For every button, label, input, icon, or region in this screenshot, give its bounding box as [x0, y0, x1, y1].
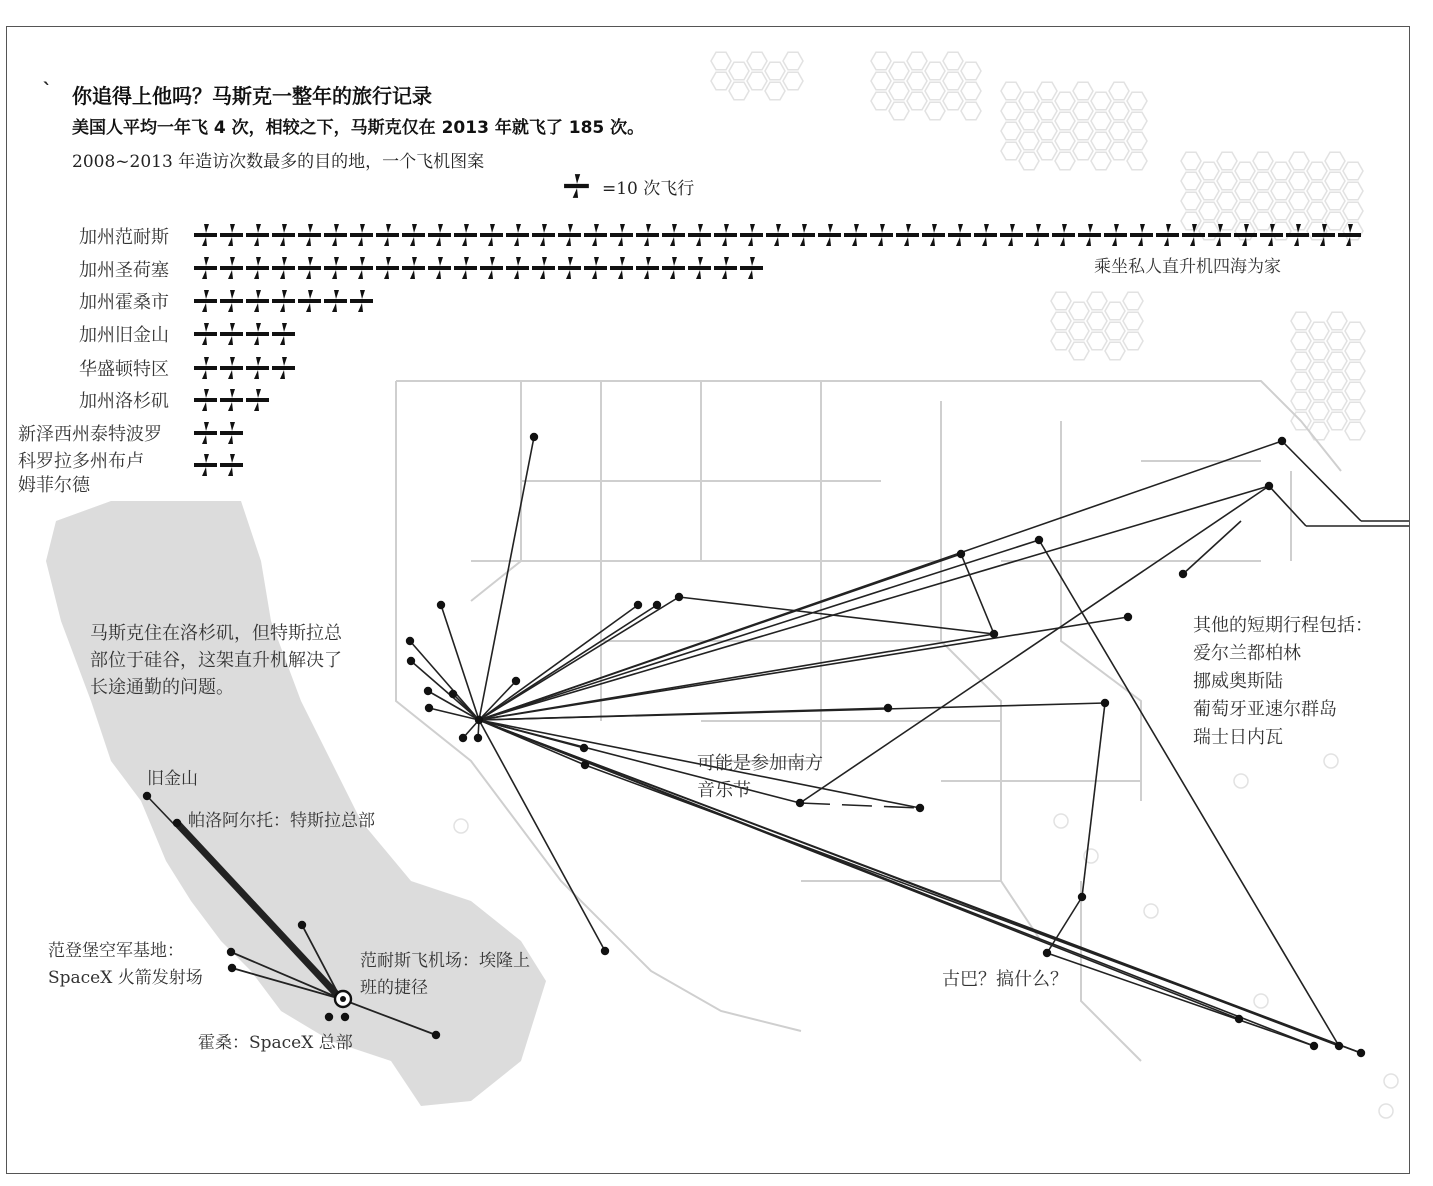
flight-route [479, 437, 534, 720]
flight-route [479, 720, 605, 951]
helicopter-note: 乘坐私人直升机四海为家 [1094, 257, 1281, 277]
label-vandenberg [48, 938, 203, 992]
plane-icon [193, 222, 219, 248]
plane-icon [427, 222, 453, 248]
destination-dot [406, 637, 414, 645]
destination-dot [432, 1031, 440, 1039]
plane-icon [1155, 222, 1181, 248]
plane-icon [401, 222, 427, 248]
destination-dot [1043, 949, 1051, 957]
plane-icon [609, 255, 635, 281]
plane-icon [427, 255, 453, 281]
plane-icon [609, 222, 635, 248]
note-line: 班的捷径 [360, 978, 428, 998]
plane-icon [635, 222, 661, 248]
row-label-line: 姆菲尔德 [18, 475, 90, 496]
plane-icon [479, 222, 505, 248]
flight-map [7, 27, 1410, 1174]
destination-dot [581, 761, 589, 769]
plane-icon [557, 255, 583, 281]
plane-icon [505, 255, 531, 281]
destination-dot [601, 947, 609, 955]
plane-icon [219, 288, 245, 314]
destination-dot [1357, 1049, 1365, 1057]
destination-dot [298, 921, 306, 929]
cuba-note: 古巴？搞什么？ [942, 969, 1068, 990]
plane-icon [245, 222, 271, 248]
short-trips-note [1193, 612, 1373, 752]
destination-dot [1265, 482, 1273, 490]
note-line: 部位于硅谷，这架直升机解决了 [90, 650, 342, 671]
plane-icon [687, 255, 713, 281]
plane-icon [765, 222, 791, 248]
destination-dot [884, 704, 892, 712]
plane-icon [739, 255, 765, 281]
flight-route [479, 597, 679, 720]
plane-icon [661, 222, 687, 248]
plane-icon [219, 355, 245, 381]
plane-icon [531, 222, 557, 248]
flight-route [1082, 703, 1105, 897]
row-label-line: 科罗拉多州布卢 [18, 451, 144, 472]
flight-route [1282, 441, 1361, 521]
plane-icon [245, 255, 271, 281]
destination-dot [512, 677, 520, 685]
flight-route [479, 486, 1269, 720]
plane-icon [297, 222, 323, 248]
plane-icon [245, 387, 271, 413]
plane-icon [219, 222, 245, 248]
map-frame [6, 26, 1410, 1174]
plane-icon [999, 222, 1025, 248]
destination-dot [530, 433, 538, 441]
note-line: 其他的短期行程包括： [1193, 615, 1373, 636]
plane-icon [453, 222, 479, 248]
plane-icon [193, 452, 219, 478]
plane-icon [921, 222, 947, 248]
destination-dot [990, 630, 998, 638]
destination-dot [1078, 893, 1086, 901]
plane-icon [563, 172, 591, 200]
note-line: 音乐节 [697, 780, 751, 801]
label-palo-alto: 帕洛阿尔托：特斯拉总部 [188, 811, 375, 831]
plane-icon [323, 255, 349, 281]
plane-icon [505, 222, 531, 248]
destination-dot [580, 744, 588, 752]
destination-dot [1035, 536, 1043, 544]
destination-dot [1278, 437, 1286, 445]
flight-route [1047, 953, 1314, 1046]
flight-route [479, 605, 638, 720]
plane-icon [1025, 222, 1051, 248]
plane-icon [245, 288, 271, 314]
plane-icon [271, 355, 297, 381]
plane-icon [1051, 222, 1077, 248]
plane-icon [297, 288, 323, 314]
plane-icon [1259, 222, 1285, 248]
label-san-francisco: 旧金山 [147, 769, 198, 789]
subtitle: 美国人平均一年飞 4 次，相较之下，马斯克仅在 2013 年就飞了 185 次。 [72, 118, 645, 138]
plane-icon [583, 222, 609, 248]
plane-icon [193, 387, 219, 413]
plane-icon [791, 222, 817, 248]
flight-route [1047, 897, 1082, 953]
destination-dot [916, 804, 924, 812]
destination-dot [325, 1013, 333, 1021]
plane-icon [661, 255, 687, 281]
label-van-nuys [360, 948, 530, 1002]
plane-icon [1129, 222, 1155, 248]
plane-icon [947, 222, 973, 248]
plane-icon [895, 222, 921, 248]
plane-icon [219, 255, 245, 281]
flight-route [961, 554, 994, 634]
destination-dot [143, 792, 151, 800]
plane-icon [479, 255, 505, 281]
destination-dot [1179, 570, 1187, 578]
plane-icon [583, 255, 609, 281]
plane-icon [713, 222, 739, 248]
legend-value: =10 次飞行 [602, 179, 695, 199]
plane-icon [193, 288, 219, 314]
destination-dot [407, 657, 415, 665]
tick-mark: ` [42, 78, 52, 102]
destination-dot [227, 948, 235, 956]
plane-icon [297, 255, 323, 281]
flight-route [410, 641, 479, 720]
plane-icon [349, 222, 375, 248]
plane-icon [271, 321, 297, 347]
plane-icon [193, 321, 219, 347]
plane-icon [349, 288, 375, 314]
plane-icon [713, 255, 739, 281]
california-inset-shape [46, 501, 546, 1106]
row-label: 新泽西州泰特波罗 [18, 424, 162, 445]
row-label: 加州范耐斯 [79, 227, 169, 248]
festival-note [697, 750, 823, 804]
row-label: 华盛顿特区 [79, 359, 169, 380]
note-line: SpaceX 火箭发射场 [48, 968, 203, 988]
page-title: 你追得上他吗？马斯克一整年的旅行记录 [72, 84, 432, 108]
destination-dot [957, 550, 965, 558]
plane-icon [245, 321, 271, 347]
note-line: 马斯克住在洛杉矶，但特斯拉总 [90, 623, 342, 644]
note-line: 挪威奥斯陆 [1193, 671, 1283, 692]
plane-icon [349, 255, 375, 281]
plane-icon [219, 321, 245, 347]
plane-icon [973, 222, 999, 248]
destination-dot [675, 593, 683, 601]
destination-dot [1235, 1015, 1243, 1023]
plane-icon [843, 222, 869, 248]
plane-icon [1337, 222, 1363, 248]
plane-icon [193, 255, 219, 281]
plane-icon [1103, 222, 1129, 248]
destination-dot [424, 687, 432, 695]
destination-dot [653, 601, 661, 609]
van-nuys-hub-center [340, 996, 346, 1002]
plane-icon [557, 222, 583, 248]
legend-text: 2008~2013 年造访次数最多的目的地，一个飞机图案 [72, 152, 485, 172]
plane-icon [453, 255, 479, 281]
plane-icon [531, 255, 557, 281]
plane-icon [1311, 222, 1337, 248]
plane-icon [271, 288, 297, 314]
destination-dot [425, 704, 433, 712]
plane-icon [1207, 222, 1233, 248]
plane-icon [1181, 222, 1207, 248]
plane-icon [375, 255, 401, 281]
flight-route [1183, 521, 1241, 574]
row-label-multiline [18, 450, 144, 498]
california-shape [46, 501, 546, 1106]
note-line: 可能是参加南方 [697, 753, 823, 774]
plane-icon [193, 420, 219, 446]
flight-route [1269, 486, 1306, 526]
flight-route [585, 765, 1361, 1053]
label-hawthorne: 霍桑：SpaceX 总部 [198, 1033, 353, 1053]
background-hex-outlines [454, 52, 1398, 1118]
note-line: 范耐斯飞机场：埃隆上 [360, 951, 530, 971]
note-line: 瑞士日内瓦 [1193, 727, 1283, 748]
note-line: 长途通勤的问题。 [90, 677, 234, 698]
plane-icon [635, 255, 661, 281]
commute-note [90, 620, 342, 701]
destination-dot [228, 964, 236, 972]
destination-dot [341, 1013, 349, 1021]
plane-icon [1077, 222, 1103, 248]
plane-icon [687, 222, 713, 248]
note-line: 爱尔兰都柏林 [1193, 643, 1301, 664]
plane-icon [245, 355, 271, 381]
plane-icon [817, 222, 843, 248]
destination-dot [449, 690, 457, 698]
plane-icon [219, 387, 245, 413]
row-label: 加州旧金山 [79, 325, 169, 346]
destination-dot [474, 734, 482, 742]
plane-icon [869, 222, 895, 248]
plane-icon [323, 222, 349, 248]
plane-icon [193, 355, 219, 381]
destination-dot [1310, 1042, 1318, 1050]
destination-dot [437, 601, 445, 609]
destination-dot [1101, 699, 1109, 707]
plane-icon [375, 222, 401, 248]
destination-dot [634, 601, 642, 609]
plane-icon [271, 222, 297, 248]
plane-icon [401, 255, 427, 281]
row-label: 加州圣荷塞 [79, 260, 169, 281]
flight-route [479, 554, 961, 720]
plane-icon [219, 420, 245, 446]
note-line: 葡萄牙亚速尔群岛 [1193, 699, 1337, 720]
row-label: 加州霍桑市 [79, 292, 169, 313]
plane-icon [1233, 222, 1259, 248]
plane-icon [271, 255, 297, 281]
destination-dot [475, 716, 483, 724]
destination-dot [1335, 1042, 1343, 1050]
plane-icon [219, 452, 245, 478]
destination-dot [173, 819, 181, 827]
plane-icon [323, 288, 349, 314]
flight-route [679, 597, 994, 634]
destination-dot [459, 734, 467, 742]
flight-route [479, 720, 1239, 1019]
plane-icon [1285, 222, 1311, 248]
destination-dot [1124, 613, 1132, 621]
plane-icon [739, 222, 765, 248]
note-line: 范登堡空军基地： [48, 941, 184, 961]
row-label: 加州洛杉矶 [79, 391, 169, 412]
